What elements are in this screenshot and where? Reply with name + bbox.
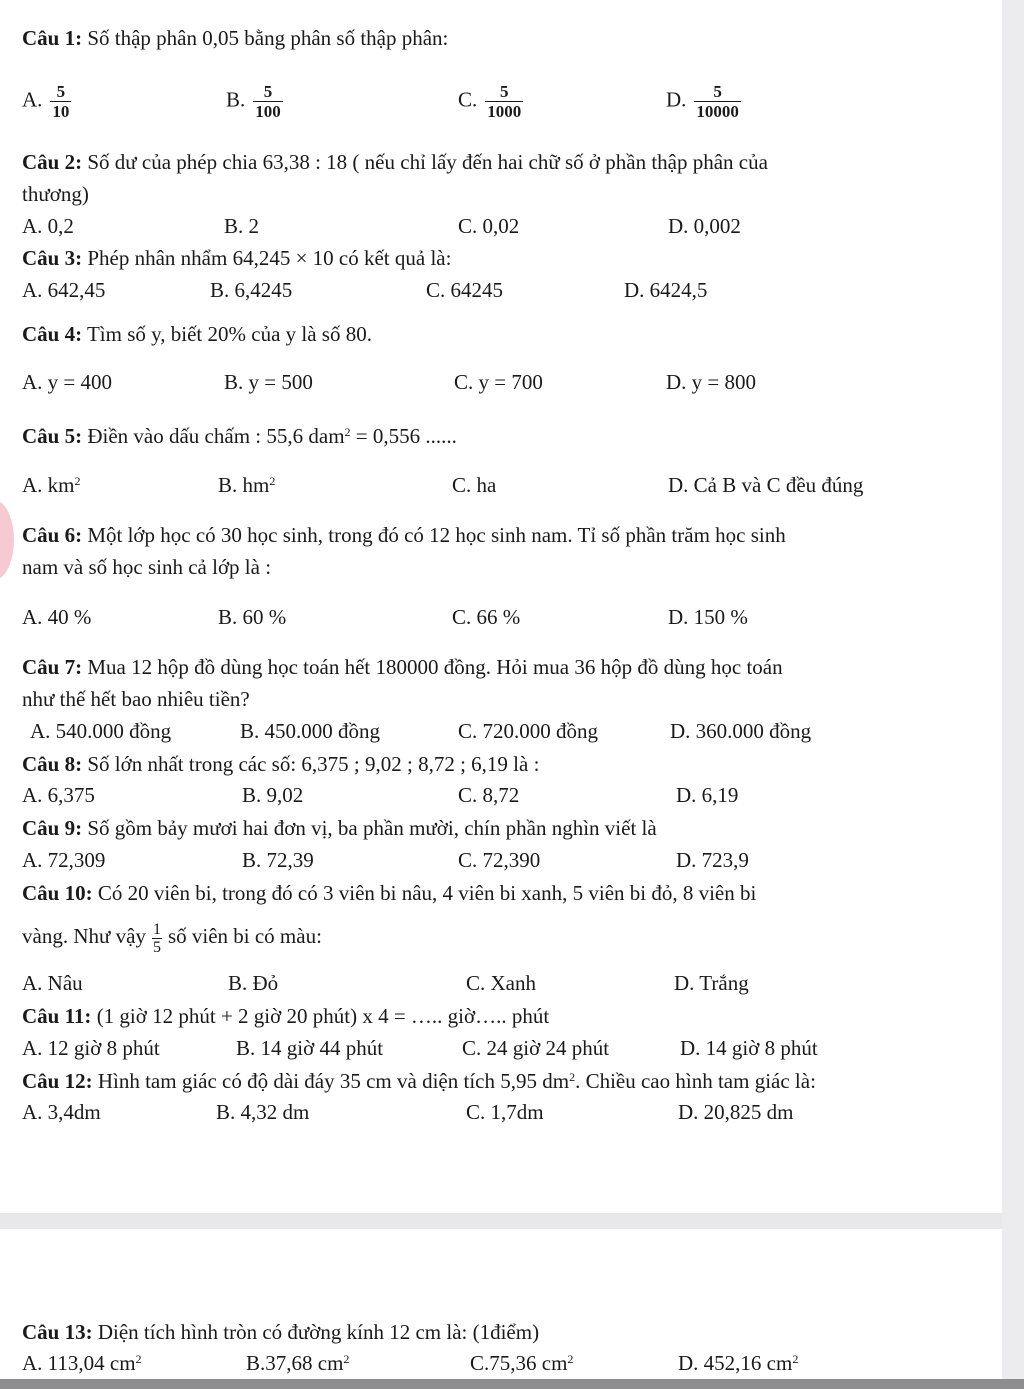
q9-option-a: A. 72,309 bbox=[22, 848, 106, 872]
q4-option-d: D. y = 800 bbox=[666, 370, 757, 394]
q6-option-b: B. 60 % bbox=[218, 605, 287, 629]
q4-option-a: A. y = 400 bbox=[22, 370, 113, 394]
question-2: Câu 2: Số dư của phép chia 63,38 : 18 ( nếu chỉ lấy đến hai chữ số ở phần thập phân của bbox=[22, 150, 768, 174]
q7-option-b: B. 450.000 đồng bbox=[240, 719, 381, 743]
question-7: Câu 7: Mua 12 hộp đồ dùng học toán hết 180000 đồng. Hỏi mua 36 hộp đồ dùng học toán bbox=[22, 655, 783, 679]
q8-option-a: A. 6,375 bbox=[22, 783, 95, 807]
q3-option-b: B. 6,4245 bbox=[210, 278, 293, 302]
q7-option-c: C. 720.000 đồng bbox=[458, 719, 599, 743]
q3-option-d: D. 6424,5 bbox=[624, 278, 708, 302]
q11-option-d: D. 14 giờ 8 phút bbox=[680, 1036, 818, 1060]
question-3: Câu 3: Phép nhân nhẩm 64,245 × 10 có kết quả là: bbox=[22, 246, 452, 270]
q6-option-a: A. 40 % bbox=[22, 605, 92, 629]
q12-option-b: B. 4,32 dm bbox=[216, 1100, 310, 1124]
q1-option-b: B. $\frac{5}{100}$ bbox=[226, 82, 281, 121]
q10-option-c: C. Xanh bbox=[466, 971, 536, 995]
q13-option-b: B.37,68 $cm^2$ bbox=[246, 1351, 350, 1375]
q8-option-b: B. 9,02 bbox=[242, 783, 304, 807]
question-12: Câu 12: Hình tam giác có độ dài đáy 35 cm và diện tích 5,95 $dm^2$. Chiều cao hình tam giác là: bbox=[22, 1069, 816, 1093]
bottom-bar bbox=[0, 1379, 1024, 1389]
q11-option-a: A. 12 giờ 8 phút bbox=[22, 1036, 160, 1060]
scrollbar-track[interactable] bbox=[1002, 0, 1024, 1389]
question-9: Câu 9: Số gồm bảy mươi hai đơn vị, ba phần mười, chín phần nghìn viết là bbox=[22, 816, 657, 840]
q4-option-c: C. y = 700 bbox=[454, 370, 543, 394]
q12-option-a: A. 3,4dm bbox=[22, 1100, 101, 1124]
question-2-line-2: thương) bbox=[22, 182, 89, 206]
q7-option-a: A. 540.000 đồng bbox=[30, 719, 172, 743]
q11-option-b: B. 14 giờ 44 phút bbox=[236, 1036, 384, 1060]
q10-option-a: A. Nâu bbox=[22, 971, 83, 995]
q8-option-d: D. 6,19 bbox=[676, 783, 739, 807]
q8-option-c: C. 8,72 bbox=[458, 783, 520, 807]
q6-option-d: D. 150 % bbox=[668, 605, 748, 629]
question-13: Câu 13: Diện tích hình tròn có đường kính 12 cm là: (1điểm) bbox=[22, 1320, 540, 1344]
q5-option-b: B. $hm^2$ bbox=[218, 473, 276, 497]
q3-option-a: A. 642,45 bbox=[22, 278, 106, 302]
question-1: Câu 1: Số thập phân 0,05 bằng phân số thập phân: bbox=[22, 26, 449, 50]
question-4: Câu 4: Tìm số y, biết 20% của y là số 80. bbox=[22, 322, 372, 346]
q2-option-b: B. 2 bbox=[224, 214, 260, 238]
q10-option-b: B. Đỏ bbox=[228, 971, 279, 995]
q6-option-c: C. 66 % bbox=[452, 605, 521, 629]
q12-option-c: C. 1,7dm bbox=[466, 1100, 544, 1124]
question-8: Câu 8: Số lớn nhất trong các số: 6,375 ; 9,02 ; 8,72 ; 6,19 là : bbox=[22, 752, 540, 776]
q7-option-d: D. 360.000 đồng bbox=[670, 719, 812, 743]
q5-option-d: D. Cả B và C đều đúng bbox=[668, 473, 864, 497]
question-10: Câu 10: Có 20 viên bi, trong đó có 3 viên bi nâu, 4 viên bi xanh, 5 viên bi đỏ, 8 viên bi bbox=[22, 881, 757, 905]
question-11: Câu 11: (1 giờ 12 phút + 2 giờ 20 phút) x 4 = ….. giờ….. phút bbox=[22, 1004, 550, 1028]
question-6: Câu 6: Một lớp học có 30 học sinh, trong đó có 12 học sinh nam. Tỉ số phần trăm học sinh bbox=[22, 523, 786, 547]
q5-option-a: A. $km^2$ bbox=[22, 473, 81, 497]
q5-option-c: C. ha bbox=[452, 473, 497, 497]
q11-option-c: C. 24 giờ 24 phút bbox=[462, 1036, 610, 1060]
q1-option-d: D. $\frac{5}{10000}$ bbox=[666, 82, 739, 121]
q2-option-c: C. 0,02 bbox=[458, 214, 520, 238]
q13-option-d: D. 452,16 $cm^2$ bbox=[678, 1351, 799, 1375]
q2-option-d: D. 0,002 bbox=[668, 214, 741, 238]
q10-option-d: D. Trắng bbox=[674, 971, 749, 995]
q3-option-c: C. 64245 bbox=[426, 278, 504, 302]
question-6-line-2: nam và số học sinh cả lớp là : bbox=[22, 555, 272, 579]
question-7-line-2: như thế hết bao nhiêu tiền? bbox=[22, 687, 250, 711]
q9-option-c: C. 72,390 bbox=[458, 848, 541, 872]
q13-option-c: C.75,36 $cm^2$ bbox=[470, 1351, 574, 1375]
question-10-line-2: vàng. Như vậy $\frac{1}{5}$ số viên bi có màu: bbox=[22, 920, 322, 956]
q9-option-b: B. 72,39 bbox=[242, 848, 314, 872]
q1-option-c: C. $\frac{5}{1000}$ bbox=[458, 82, 522, 121]
q9-option-d: D. 723,9 bbox=[676, 848, 749, 872]
q13-option-a: A. 113,04 $cm^2$ bbox=[22, 1351, 142, 1375]
q4-option-b: B. y = 500 bbox=[224, 370, 313, 394]
q12-option-d: D. 20,825 dm bbox=[678, 1100, 794, 1124]
question-5: Câu 5: Điền vào dấu chấm : 55,6 dam$^2$ = 0,556 ...... bbox=[22, 424, 457, 448]
q2-option-a: A. 0,2 bbox=[22, 214, 74, 238]
q1-option-a: A. $\frac{5}{10}$ bbox=[22, 82, 70, 121]
